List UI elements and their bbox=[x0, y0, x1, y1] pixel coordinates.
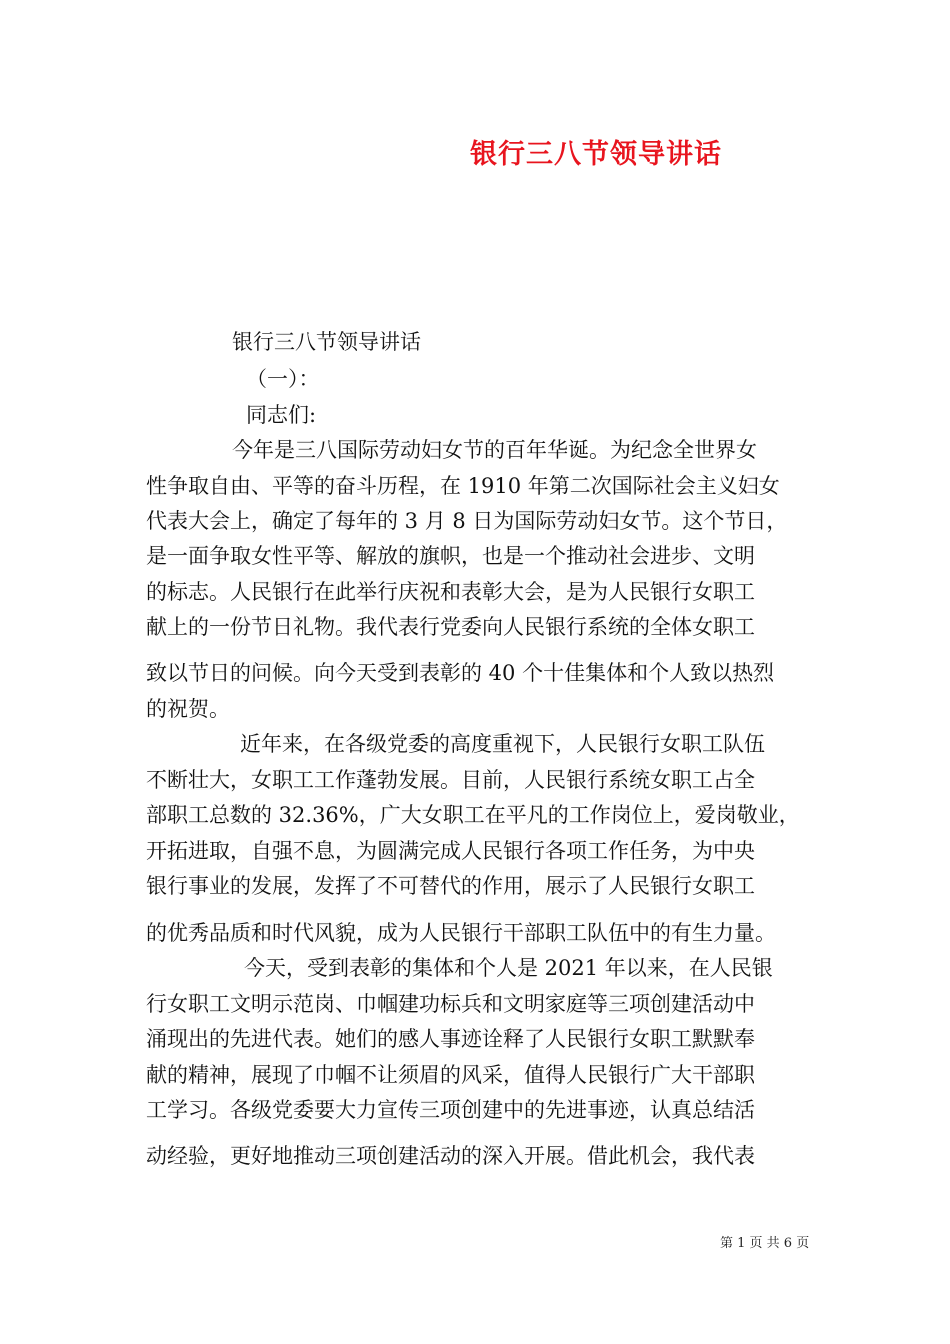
body-line: 同志们: bbox=[246, 403, 317, 427]
body-line: （一）： bbox=[246, 367, 320, 391]
body-line: 动经验，更好地推动三项创建活动的深入开展。借此机会，我代表 bbox=[146, 1144, 755, 1168]
body-line: 今年是三八国际劳动妇女节的百年华诞。为纪念全世界女 bbox=[232, 438, 757, 462]
body-line: 今天，受到表彰的集体和个人是 2021 年以来，在人民银 bbox=[244, 956, 773, 980]
body-line: 银行事业的发展，发挥了不可替代的作用，展示了人民银行女职工 bbox=[146, 874, 755, 898]
body-line: 代表大会上，确定了每年的 3 月 8 日为国际劳动妇女节。这个节日， bbox=[146, 509, 788, 533]
body-line: 银行三八节领导讲话 bbox=[232, 330, 421, 354]
body-line: 献的精神，展现了巾帼不让须眉的风采，值得人民银行广大干部职 bbox=[146, 1063, 755, 1087]
body-line: 行女职工文明示范岗、巾帼建功标兵和文明家庭等三项创建活动中 bbox=[146, 992, 755, 1016]
body-line: 的标志。人民银行在此举行庆祝和表彰大会，是为人民银行女职工 bbox=[146, 580, 755, 604]
body-line: 不断壮大，女职工工作蓬勃发展。目前，人民银行系统女职工占全 bbox=[146, 768, 755, 792]
body-line: 是一面争取女性平等、解放的旗帜，也是一个推动社会进步、文明 bbox=[146, 544, 755, 568]
page-title: 银行三八节领导讲话 bbox=[470, 139, 722, 170]
body-line: 工学习。各级党委要大力宣传三项创建中的先进事迹，认真总结活 bbox=[146, 1098, 755, 1122]
body-line: 的优秀品质和时代风貌，成为人民银行干部职工队伍中的有生力量。 bbox=[146, 921, 776, 945]
body-line: 开拓进取，自强不息，为圆满完成人民银行各项工作任务，为中央 bbox=[146, 839, 755, 863]
body-line: 的祝贺。 bbox=[146, 697, 230, 721]
body-line: 近年来，在各级党委的高度重视下，人民银行女职工队伍 bbox=[240, 732, 765, 756]
body-line: 献上的一份节日礼物。我代表行党委向人民银行系统的全体女职工 bbox=[146, 615, 755, 639]
body-line: 致以节日的问候。向今天受到表彰的 40 个十佳集体和个人致以热烈 bbox=[146, 661, 775, 685]
body-line: 性争取自由、平等的奋斗历程，在 1910 年第二次国际社会主义妇女 bbox=[146, 474, 780, 498]
body-line: 部职工总数的 32.36%，广大女职工在平凡的工作岗位上，爱岗敬业， bbox=[146, 803, 800, 827]
page-footer: 第 1 页 共 6 页 bbox=[720, 1236, 810, 1251]
body-line: 涌现出的先进代表。她们的感人事迹诠释了人民银行女职工默默奉 bbox=[146, 1027, 755, 1051]
